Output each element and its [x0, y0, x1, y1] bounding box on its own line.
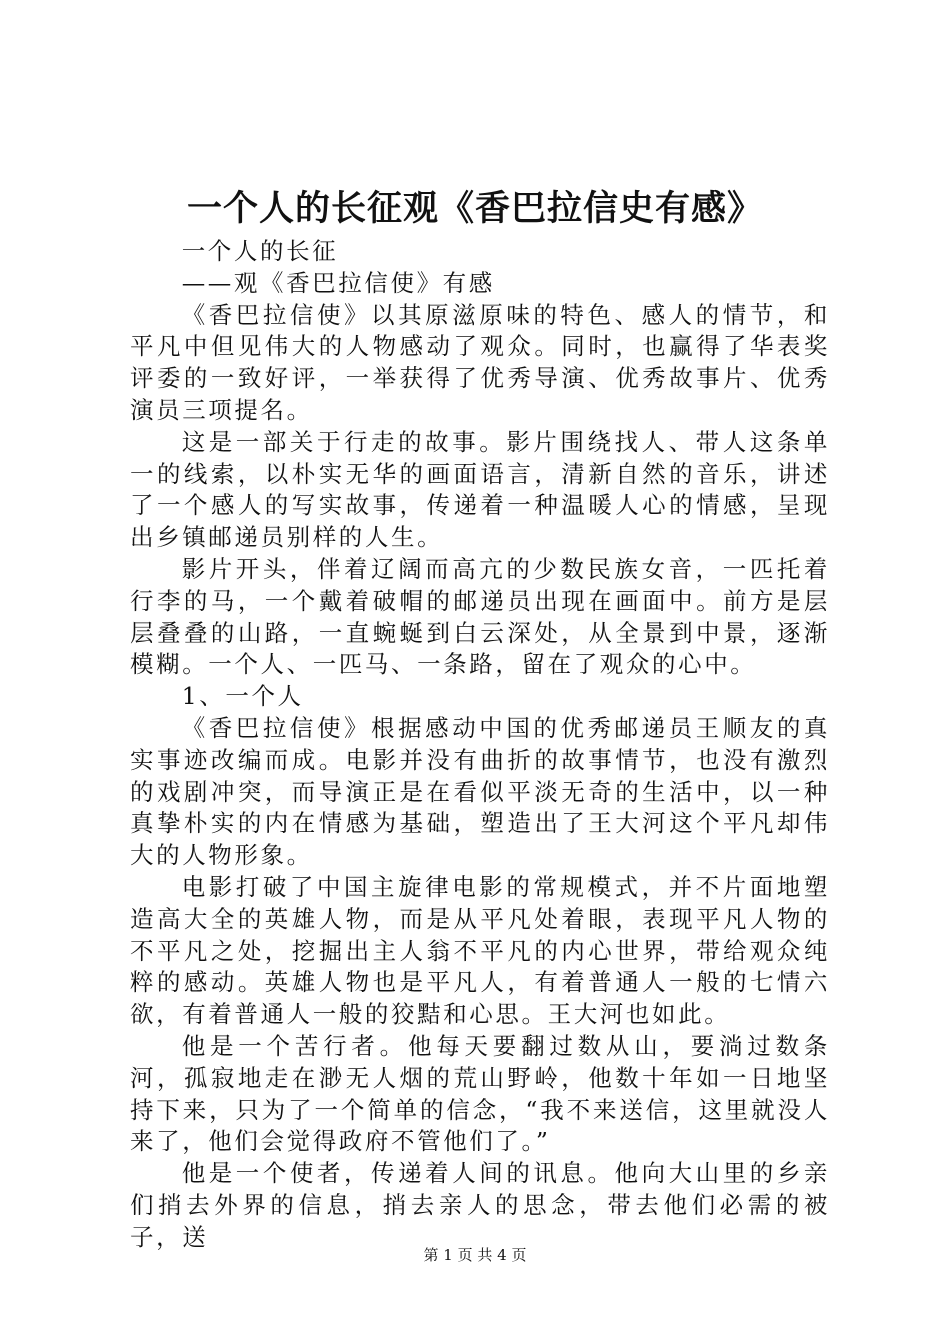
section-heading: 1、一个人 — [181, 682, 304, 711]
paragraph: 他是一个苦行者。他每天要翻过数从山，要淌过数条河，孤寂地走在渺无人烟的荒山野岭，他数十年如一日地坚持下来，只为了一个简单的信念，“我不来送信，这里就没人来了，他们会觉得政府不管他们了。” — [130, 1031, 830, 1156]
paragraph: 电影打破了中国主旋律电影的常规模式，并不片面地塑造高大全的英雄人物，而是从平凡处着眼，表现平凡人物的不平凡之处，挖掘出主人翁不平凡的内心世界，带给观众纯粹的感动。英雄人物也是平凡人，有着普通人一般的七情六欲，有着普通人一般的狡黠和心思。王大河也如此。 — [130, 872, 830, 1029]
paragraph: 这是一部关于行走的故事。影片围绕找人、带人这条单一的线索，以朴实无华的画面语言，清新自然的音乐，讲述了一个感人的写实故事，传递着一种温暖人心的情感，呈现出乡镇邮递员别样的人生。 — [130, 427, 830, 552]
paragraph: 他是一个使者，传递着人间的讯息。他向大山里的乡亲们捎去外界的信息，捎去亲人的思念，带去他们必需的被子，送 — [130, 1159, 830, 1251]
page-number-footer: 第 1 页 共 4 页 — [423, 1246, 527, 1264]
subtitle-line: 一个人的长征 — [181, 237, 339, 265]
subtitle-line: ——观《香巴拉信使》有感 — [181, 268, 495, 297]
document-title: 一个人的长征观《香巴拉信史有感》 — [186, 188, 763, 229]
document-body — [130, 236, 830, 1254]
paragraph: 影片开头，伴着辽阔而高亢的少数民族女音，一匹托着行李的马，一个戴着破帽的邮递员出现在画面中。前方是层层叠叠的山路，一直蜿蜒到白云深处，从全景到中景，逐渐模糊。一个人、一匹马、一条路，留在了观众的心中。 — [130, 554, 830, 679]
paragraph: 《香巴拉信使》根据感动中国的优秀邮递员王顺友的真实事迹改编而成。电影并没有曲折的故事情节，也没有激烈的戏剧冲突，而导演正是在看似平淡无奇的生活中，以一种真挚朴实的内在情感为基础，塑造出了王大河这个平凡却伟大的人物形象。 — [130, 713, 830, 870]
paragraph: 《香巴拉信使》以其原滋原味的特色、感人的情节，和平凡中但见伟大的人物感动了观众。同时，也赢得了华表奖评委的一致好评，一举获得了优秀导演、优秀故事片、优秀演员三项提名。 — [130, 300, 830, 424]
